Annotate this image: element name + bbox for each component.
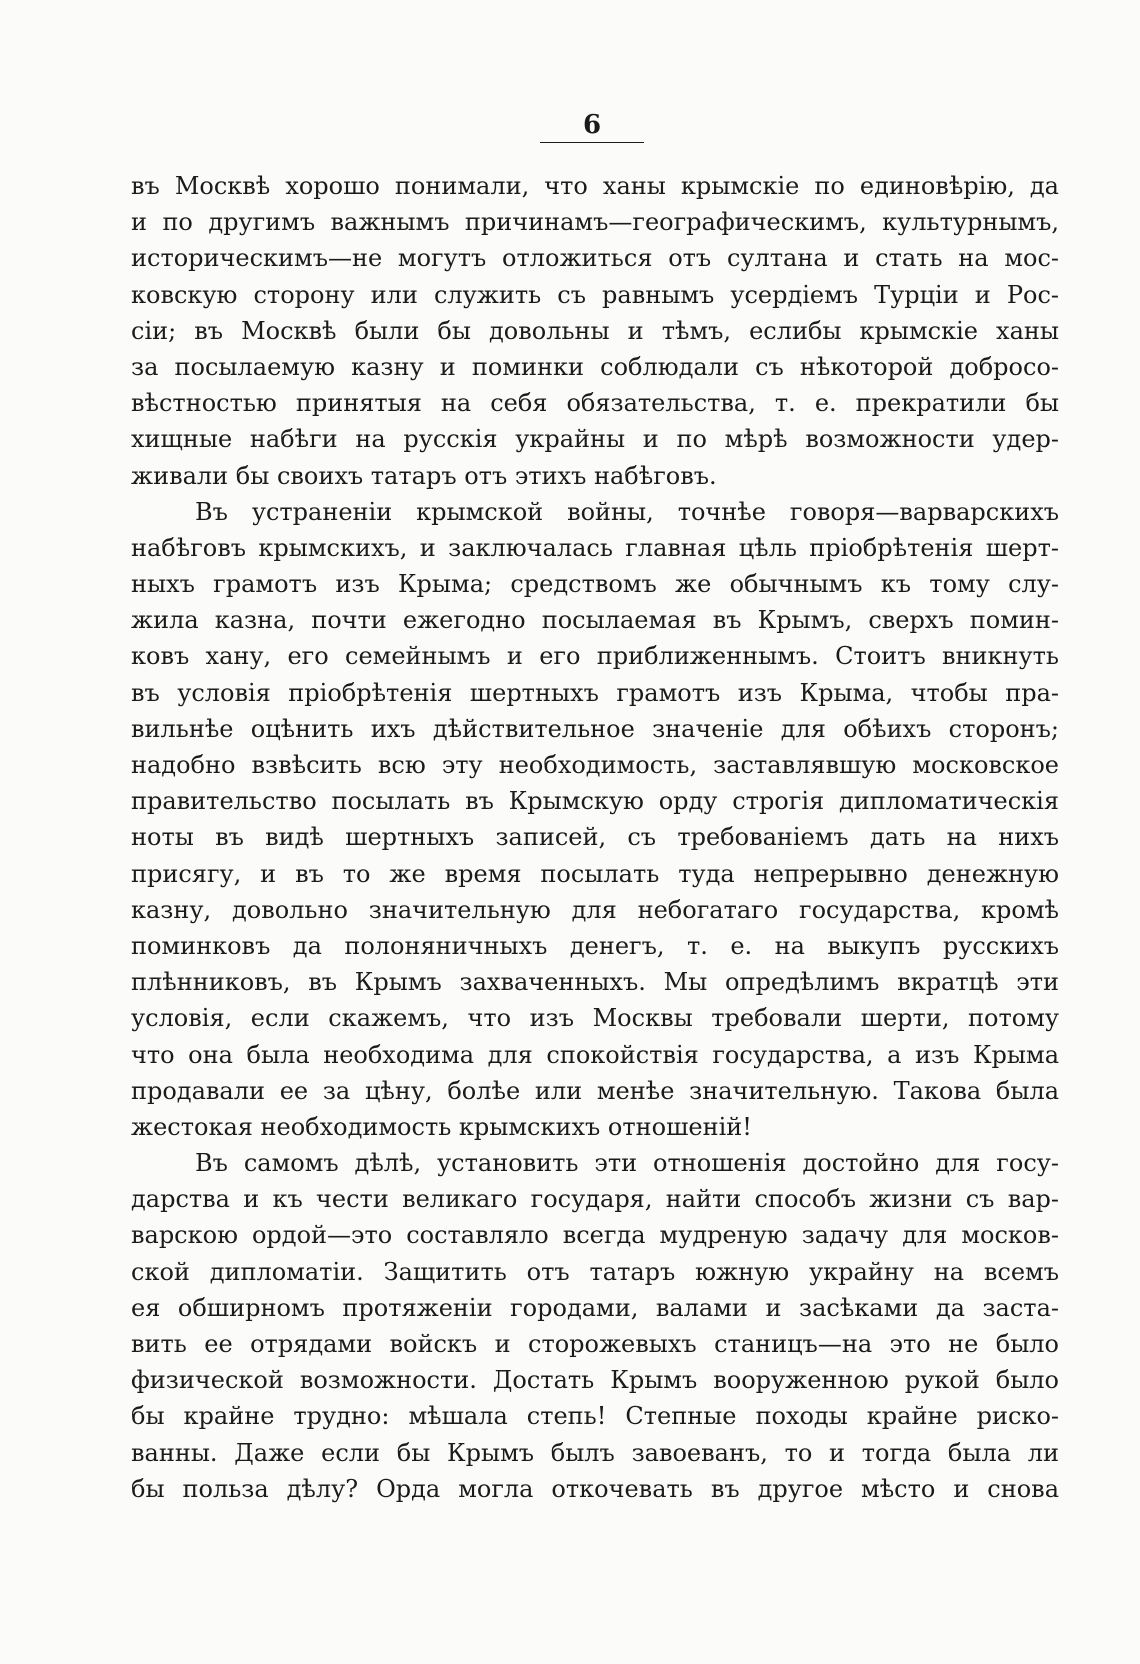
text-line: ковскую сторону или служить съ равнымъ усердіемъ Турціи и Рос-: [131, 280, 1059, 309]
text-line: вить ее отрядами войскъ и сторожевыхъ станицъ—на это не было: [131, 1330, 1059, 1358]
text-line: правительство посылать въ Крымскую орду строгія дипломатическія: [131, 787, 1059, 816]
paragraph-start-line: Въ устраненіи крымской войны, точнѣе говоря—варварскихъ: [195, 497, 1059, 526]
paragraph-end-line: жестокая необходимость крымскихъ отношеній!: [131, 1112, 752, 1141]
text-line: поминковъ да полоняничныхъ денегъ, т. е. на выкупъ русскихъ: [131, 931, 1059, 960]
paragraph-start-line: Въ самомъ дѣлѣ, установить эти отношенія достойно для госу-: [195, 1149, 1059, 1178]
text-line: ской дипломатіи. Защитить отъ татаръ южную украйну на всемъ: [131, 1257, 1059, 1286]
text-line: надобно взвѣсить всю эту необходимость, заставлявшую московское: [131, 751, 1059, 779]
text-line: варскою ордой—это составляло всегда мудреную задачу для москов-: [131, 1221, 1059, 1250]
text-line: ковъ хану, его семейнымъ и его приближеннымъ. Стоитъ вникнуть: [131, 642, 1059, 671]
text-line: дарства и къ чести великаго государя, найти способъ жизни съ вар-: [131, 1185, 1059, 1214]
text-line: ванны. Даже если бы Крымъ былъ завоеванъ, то и тогда была ли: [131, 1438, 1059, 1467]
text-line: жила казна, почти ежегодно посылаемая въ Крымъ, сверхъ помин-: [131, 606, 1059, 635]
text-line: въ условія пріобрѣтенія шертныхъ грамотъ изъ Крыма, чтобы пра-: [131, 678, 1059, 707]
text-line: вильнѣе оцѣнить ихъ дѣйствительное значеніе для обѣихъ сторонъ;: [131, 714, 1059, 743]
text-line: продавали ее за цѣну, болѣе или менѣе значительную. Такова была: [131, 1076, 1059, 1105]
body-text: [131, 168, 1059, 1507]
page-number-rule: [540, 142, 644, 143]
text-line: казну, довольно значительную для небогатаго государства, кромѣ: [131, 895, 1059, 924]
text-line: сіи; въ Москвѣ были бы довольны и тѣмъ, еслибы крымскіе ханы: [131, 316, 1059, 345]
text-line: и по другимъ важнымъ причинамъ—географическимъ, культурнымъ,: [131, 208, 1059, 237]
text-line: ноты въ видѣ шертныхъ записей, съ требованіемъ дать на нихъ: [131, 823, 1059, 852]
text-line: хищные набѣги на русскія украйны и по мѣрѣ возможности удер-: [131, 425, 1059, 454]
paragraph-end-line: живали бы своихъ татаръ отъ этихъ набѣговъ.: [131, 461, 717, 490]
text-line: плѣнниковъ, въ Крымъ захваченныхъ. Мы опредѣлимъ вкратцѣ эти: [131, 968, 1059, 997]
page-number: 6: [582, 110, 602, 140]
text-line: набѣговъ крымскихъ, и заключалась главная цѣль пріобрѣтенія шерт-: [131, 533, 1059, 562]
text-line: ныхъ грамотъ изъ Крыма; средствомъ же обычнымъ къ тому слу-: [131, 570, 1059, 599]
text-line: условія, если скажемъ, что изъ Москвы требовали шерти, потому: [131, 1004, 1059, 1033]
text-line: физической возможности. Достать Крымъ вооруженною рукой было: [131, 1366, 1059, 1395]
text-line: въ Москвѣ хорошо понимали, что ханы крымскіе по единовѣрію, да: [131, 172, 1059, 200]
text-line: что она была необходима для спокойствія государства, а изъ Крыма: [131, 1040, 1059, 1069]
text-line: присягу, и въ то же время посылать туда непрерывно денежную: [131, 859, 1059, 888]
text-line: бы польза дѣлу? Орда могла откочевать въ другое мѣсто и снова: [131, 1474, 1059, 1503]
text-line: историческимъ—не могутъ отложиться отъ султана и стать на мос-: [131, 244, 1059, 273]
text-line: ея обширномъ протяженіи городами, валами и засѣками да заста-: [131, 1293, 1059, 1322]
text-line: за посылаемую казну и поминки соблюдали съ нѣкоторой добросо-: [131, 352, 1059, 381]
text-line: вѣстностью принятыя на себя обязательства, т. е. прекратили бы: [131, 389, 1059, 418]
text-line: бы крайне трудно: мѣшала степь! Степные походы крайне риско-: [131, 1402, 1059, 1431]
